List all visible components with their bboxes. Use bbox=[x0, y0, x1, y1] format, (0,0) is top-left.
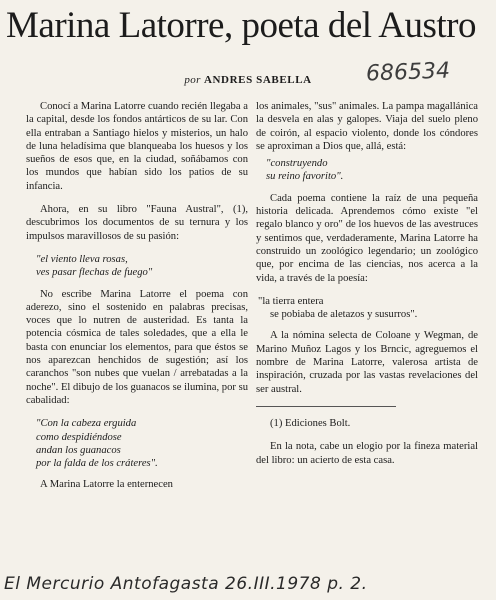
verse-line: "el viento lleva rosas, bbox=[36, 253, 128, 265]
paragraph: los animales, "sus" animales. La pampa magallánica la desvela en alas y galopes. Viaja del suelo pleno de coirón, al espacio violento, donde los cóndores se aproximan a Dios que, allá, está: bbox=[256, 101, 478, 152]
right-column bbox=[256, 100, 478, 477]
verse-line: como despidiéndose bbox=[36, 431, 122, 443]
handwritten-source-note: El Mercurio Antofagasta 26.III.1978 p. 2. bbox=[4, 574, 368, 594]
verse-quote bbox=[36, 253, 248, 280]
verse-line: ves pasar flechas de fuego" bbox=[36, 267, 153, 279]
paragraph: Cada poema contiene la raíz de una pequeña historia delicada. Aprendemos cómo existe "el regalo blanco y oro" de los huevos de las avestruces y sentimos que, verdaderamente, Marina Latorre ha construido un zoológico legendario; un zoológico que, por encima de las ciencias, nos acerca a la vida, a través de la poesía: bbox=[256, 192, 478, 284]
left-column bbox=[26, 100, 248, 492]
paragraph: A la nómina selecta de Coloane y Wegman, de Marino Muñoz Lagos y los Brncic, agreguemos el nombre de Marina Latorre, valerosa artista de inspiración, cruzada por las vastas revelaciones del ser austral. bbox=[256, 330, 478, 395]
divider bbox=[256, 406, 396, 407]
byline-author: ANDRES SABELLA bbox=[203, 74, 312, 86]
paragraph: Conocí a Marina Latorre cuando recién llegaba a la capital, desde los fondos antárticos de su lar. Con ella entraban a Santiago hielos y misterios, un halo de luna heladísima que blanqueaba los huesos y los sueños de esos que, en la ciudad, soñábamos con los mundos que habían sido los patios de su infancia. bbox=[26, 101, 248, 192]
byline bbox=[0, 74, 496, 86]
footnote-body: En la nota, cabe un elogio por la fineza material del libro: un acierto de esta casa. bbox=[256, 441, 478, 466]
footnote-heading: (1) Ediciones Bolt. bbox=[270, 417, 351, 429]
verse-quote bbox=[258, 295, 478, 322]
handwritten-catalog-number: 686534 bbox=[365, 58, 451, 87]
paragraph: A Marina Latorre la enternecen bbox=[40, 479, 173, 491]
paragraph: Ahora, en su libro "Fauna Austral", (1), descubrimos los documentos de su ternura y los impulsos maravillosos de su pasión: bbox=[26, 204, 248, 242]
article-headline: Marina Latorre, poeta del Austro bbox=[6, 5, 476, 46]
verse-line: se pobiaba de aletazos y susurros". bbox=[270, 309, 418, 321]
byline-prefix: por bbox=[184, 74, 201, 86]
verse-line: su reino favorito". bbox=[266, 171, 344, 183]
verse-line: andan los guanacos bbox=[36, 444, 121, 456]
verse-quote bbox=[36, 417, 248, 470]
verse-line: por la falda de los cráteres". bbox=[36, 458, 158, 470]
verse-line: "la tierra entera bbox=[258, 295, 324, 307]
paragraph: No escribe Marina Latorre el poema con aderezo, sino el sostenido en palabras precisas, voces que lo nutren de austeridad. Es tanta la potencia cósmica de tales soledades, que a ella le basta con enunciar los elementos, para que éstos se nos aparezcan henchidos de sugestión; así los caranchos "son nubes que vuelan / arrebatadas a la noche". El dibujo de los guanacos se ilumina, por su cabalidad: bbox=[26, 288, 248, 406]
verse-line: "Con la cabeza erguida bbox=[36, 418, 137, 430]
verse-line: "construyendo bbox=[266, 158, 328, 170]
verse-quote bbox=[266, 157, 478, 184]
